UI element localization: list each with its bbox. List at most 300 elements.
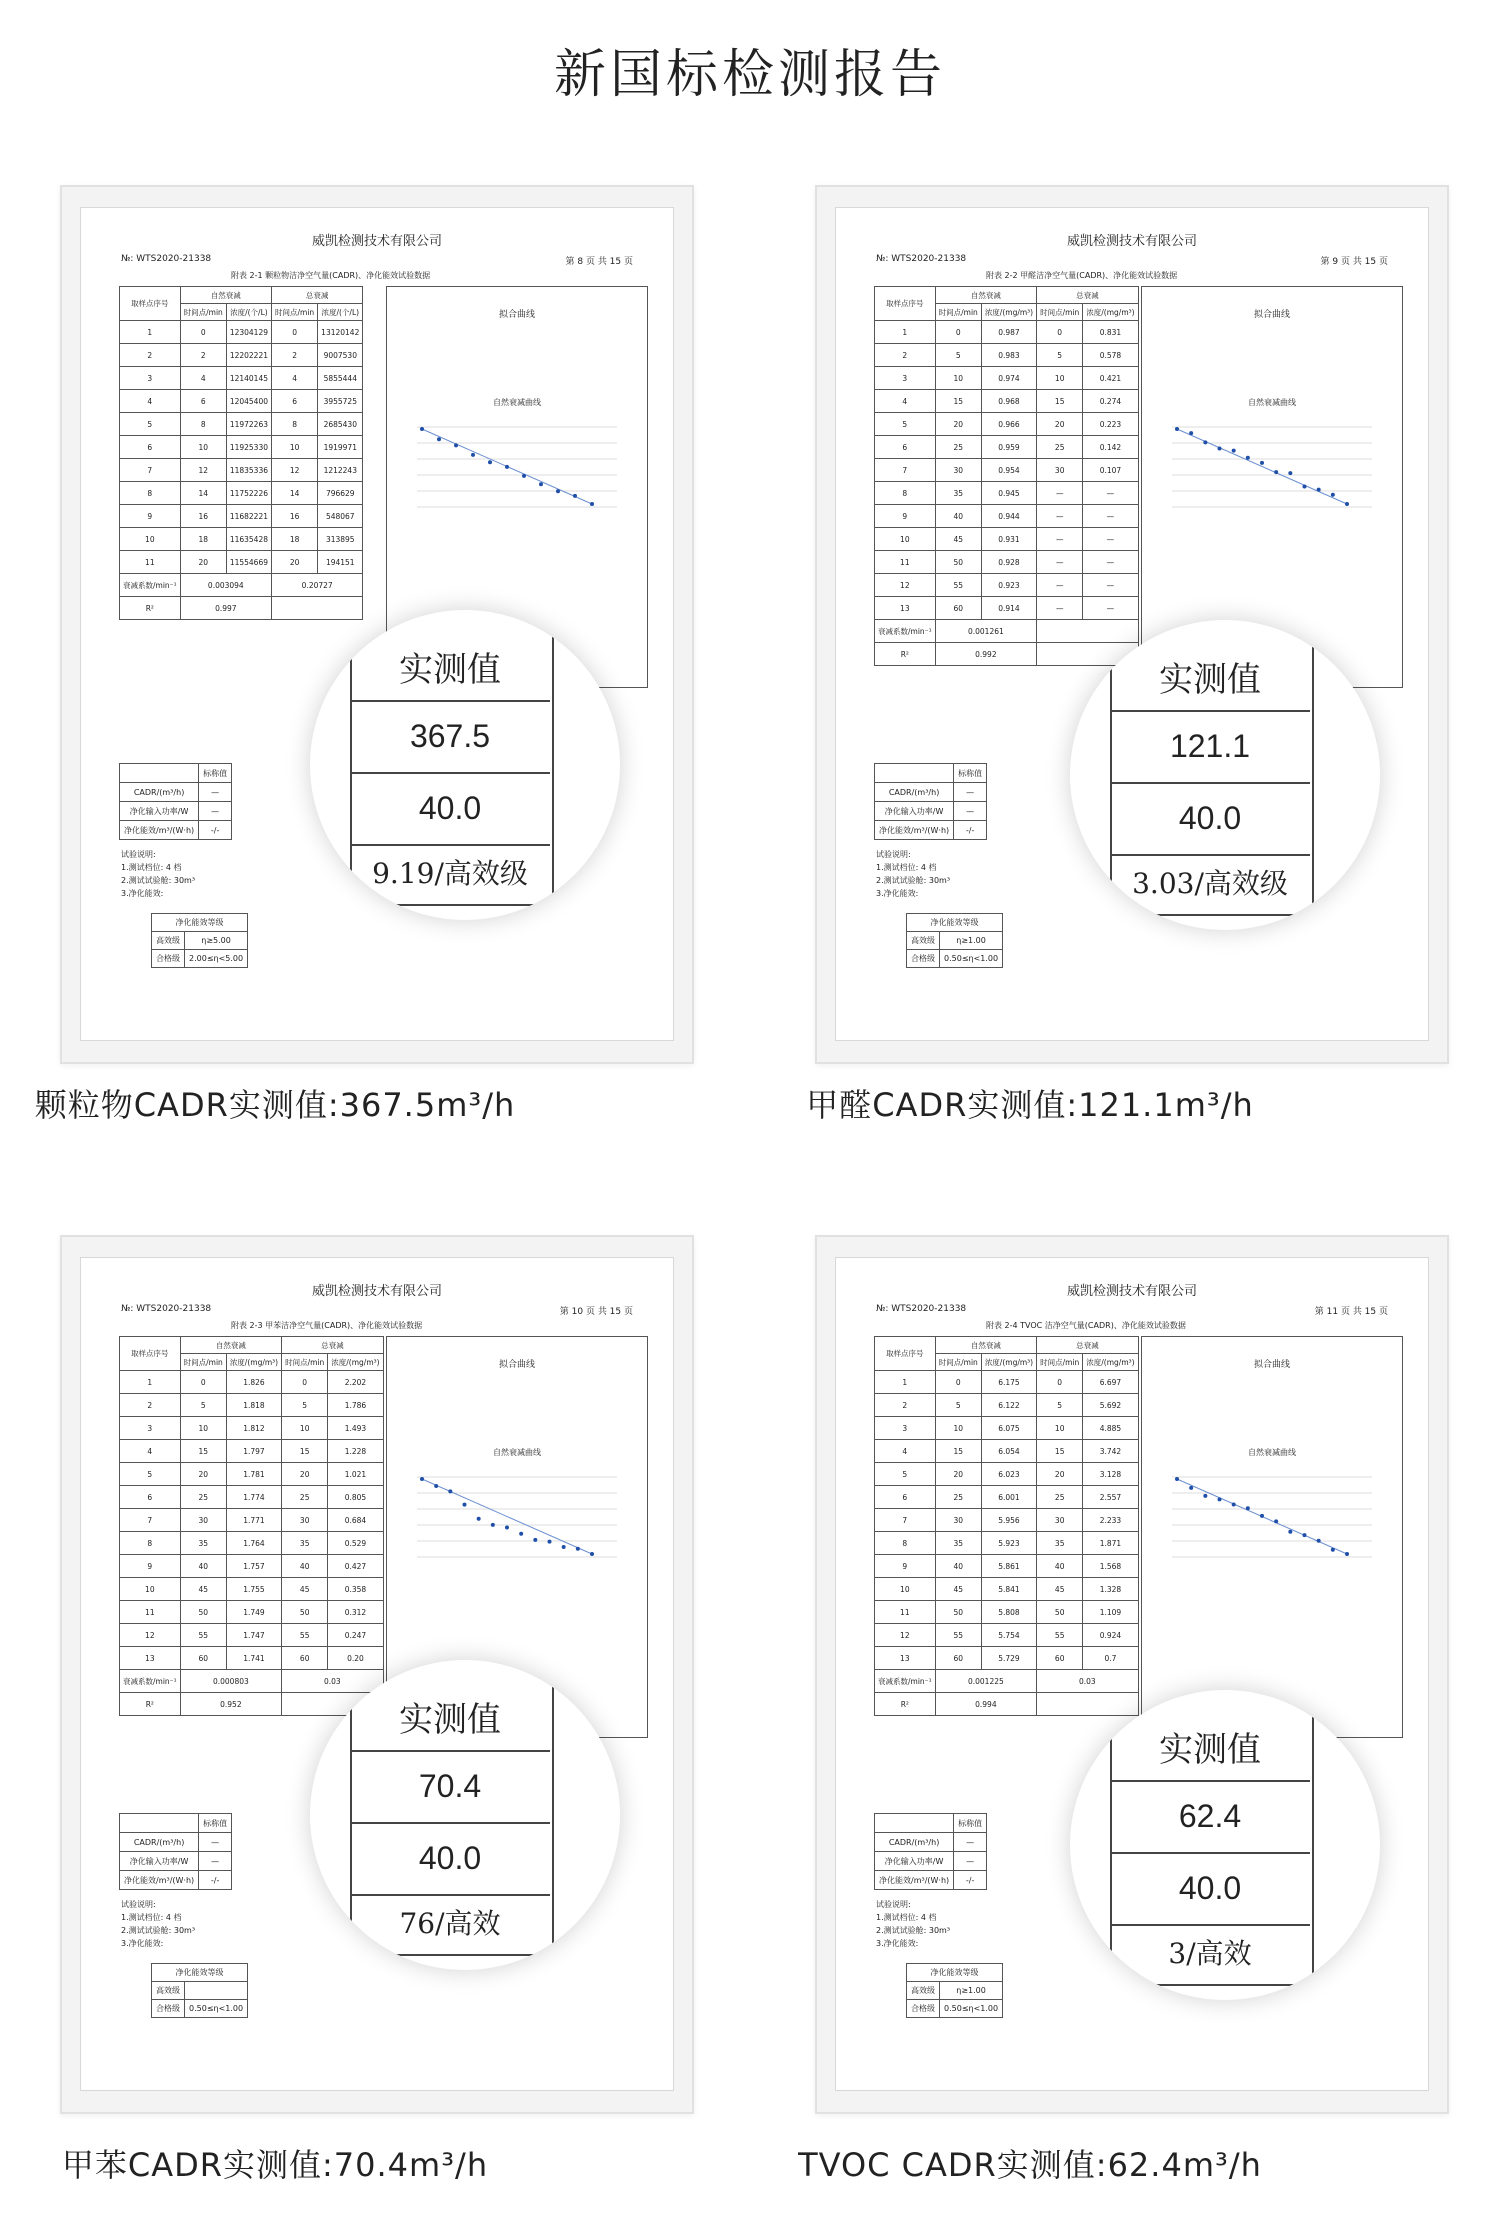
std-blank: [120, 764, 199, 783]
table-cell: 45: [180, 1578, 226, 1601]
table-row: [120, 783, 232, 802]
data-point: [548, 1540, 552, 1544]
magnified-power: 40.0: [1110, 1852, 1310, 1926]
report-number: №: WTS2020-21338: [876, 1304, 967, 1314]
table-row: [875, 505, 1139, 528]
table-cell: —: [1037, 528, 1083, 551]
note-line: 3.净化能效:: [121, 1939, 164, 1948]
company-name: 威凯检测技术有限公司: [311, 234, 442, 249]
data-point: [1288, 471, 1292, 475]
table-row: [875, 821, 987, 840]
table-row: [120, 1871, 232, 1890]
table-row: [875, 1578, 1139, 1601]
table-cell: 50: [935, 551, 981, 574]
table-cell: 3: [875, 367, 936, 390]
table-cell: 0.142: [1083, 436, 1138, 459]
data-point: [420, 427, 424, 431]
appendix-title: 附表 2-2 甲醛洁净空气量(CADR)、净化能效试验数据: [986, 271, 1178, 280]
grade-range: 0.50≤η<1.00: [940, 2000, 1003, 2018]
table-cell: 0.7: [1083, 1647, 1138, 1670]
table-cell: 12: [180, 459, 226, 482]
table-cell: 35: [180, 1532, 226, 1555]
table-cell: 10: [180, 436, 226, 459]
table-cell: 1.774: [226, 1486, 281, 1509]
table-cell: 8: [272, 413, 318, 436]
grade-range: 2.00≤η<5.00: [185, 950, 248, 968]
data-point: [1175, 1477, 1179, 1481]
table-cell: 0.924: [1083, 1624, 1138, 1647]
decay-total: 0.03: [282, 1670, 383, 1693]
data-point: [420, 1477, 424, 1481]
data-point: [590, 1552, 594, 1556]
table-cell: 11835336: [226, 459, 271, 482]
table-cell: 40: [1037, 1555, 1083, 1578]
table-row: [907, 950, 1003, 968]
table-row: [120, 344, 363, 367]
std-value: —: [954, 783, 987, 802]
table-cell: 5.841: [981, 1578, 1036, 1601]
data-point: [1260, 1514, 1264, 1518]
table-cell: 6: [120, 436, 181, 459]
chart-title: 自然衰减曲线: [1248, 398, 1296, 407]
col-time-header: 时间点/min: [272, 304, 318, 321]
table-cell: 6.075: [981, 1417, 1036, 1440]
table-cell: 0.968: [981, 390, 1036, 413]
table-row: [875, 1371, 1139, 1394]
table-cell: 13: [875, 1647, 936, 1670]
table-cell: 1.797: [226, 1440, 281, 1463]
table-cell: 60: [180, 1647, 226, 1670]
table-cell: —: [1083, 597, 1138, 620]
fit-line: [422, 1479, 592, 1554]
note-line: 2.测试试验舱: 30m³: [876, 1926, 951, 1935]
fit-curve-header: 拟合曲线: [1253, 1360, 1290, 1370]
data-point: [1274, 1519, 1278, 1523]
table-cell: 1.021: [328, 1463, 383, 1486]
table-cell: 1.109: [1083, 1601, 1138, 1624]
table-cell: 15: [180, 1440, 226, 1463]
grade-header: 净化能效等级: [907, 914, 1003, 932]
page-number: 第 11 页 共 15 页: [1314, 1307, 1388, 1317]
table-row: [120, 1555, 384, 1578]
note-line: 2.测试试验舱: 30m³: [121, 876, 196, 885]
fit-curve-header: 拟合曲线: [1253, 310, 1290, 320]
table-cell: 40: [282, 1555, 328, 1578]
table-cell: 1: [120, 1371, 181, 1394]
table-row: [875, 1463, 1139, 1486]
table-cell: 16: [180, 505, 226, 528]
table-cell: —: [1083, 528, 1138, 551]
table-cell: 5: [180, 1394, 226, 1417]
table-cell: 4: [120, 1440, 181, 1463]
table-cell: 5: [935, 344, 981, 367]
col-total-header: 总衰减: [1037, 1337, 1138, 1354]
table-cell: 0.983: [981, 344, 1036, 367]
table-cell: 6.122: [981, 1394, 1036, 1417]
table-cell: 25: [935, 1486, 981, 1509]
magnifier-lens: [1070, 1690, 1380, 2000]
table-cell: 55: [282, 1624, 328, 1647]
page-number: 第 8 页 共 15 页: [565, 257, 633, 267]
data-point: [448, 1489, 452, 1493]
table-cell: 11682221: [226, 505, 271, 528]
table-cell: 12: [272, 459, 318, 482]
data-point: [1203, 440, 1207, 444]
table-cell: 3: [120, 367, 181, 390]
table-cell: 18: [180, 528, 226, 551]
table-cell: 1: [875, 1371, 936, 1394]
data-point: [590, 502, 594, 506]
magnified-grade: 3/高效: [1110, 1924, 1310, 1986]
table-cell: 7: [875, 1509, 936, 1532]
table-row: [120, 436, 363, 459]
table-cell: 5.808: [981, 1601, 1036, 1624]
table-cell: 55: [935, 574, 981, 597]
col-conc-header: 浓度/(个/L): [318, 304, 363, 321]
table-cell: 11554669: [226, 551, 271, 574]
table-cell: 12202221: [226, 344, 271, 367]
magnified-power: 40.0: [350, 1822, 550, 1896]
table-cell: 8: [120, 482, 181, 505]
table-row: [120, 1486, 384, 1509]
std-value: —: [199, 1833, 232, 1852]
table-row: [120, 1647, 384, 1670]
table-cell: 11: [875, 551, 936, 574]
table-cell: 6.023: [981, 1463, 1036, 1486]
note-line: 试验说明:: [876, 850, 911, 859]
appendix-title: 附表 2-3 甲苯洁净空气量(CADR)、净化能效试验数据: [231, 1321, 423, 1330]
table-row: [907, 932, 1003, 950]
table-cell: 10: [875, 528, 936, 551]
table-cell: 1.757: [226, 1555, 281, 1578]
table-row: [120, 413, 363, 436]
natural-decay-chart: [407, 417, 627, 527]
table-cell: 20: [1037, 413, 1083, 436]
magnifier-lens: [310, 610, 620, 920]
col-conc-header: 浓度/(mg/m³): [1083, 304, 1138, 321]
fit-line: [1177, 429, 1347, 504]
std-label: 净化能效/m³/(W·h): [875, 821, 954, 840]
table-cell: 0.529: [328, 1532, 383, 1555]
grade-range: 0.50≤η<1.00: [940, 950, 1003, 968]
report-number: №: WTS2020-21338: [121, 254, 212, 264]
table-row: [120, 1417, 384, 1440]
data-point: [556, 489, 560, 493]
std-value: —: [199, 802, 232, 821]
note-line: 2.测试试验舱: 30m³: [121, 1926, 196, 1935]
table-cell: 45: [935, 528, 981, 551]
table-row: [120, 1578, 384, 1601]
table-cell: 0.928: [981, 551, 1036, 574]
table-cell: 1.568: [1083, 1555, 1138, 1578]
table-cell: 1212243: [318, 459, 363, 482]
grade-table: [151, 913, 248, 968]
std-label: 净化能效/m³/(W·h): [875, 1871, 954, 1890]
table-cell: 12: [875, 1624, 936, 1647]
table-cell: 0.966: [981, 413, 1036, 436]
table-row: [875, 1417, 1139, 1440]
table-row: [120, 1463, 384, 1486]
data-point: [477, 1517, 481, 1521]
col-seq-header: 取样点序号: [120, 1337, 181, 1371]
table-row: [120, 1371, 384, 1394]
table-cell: 30: [935, 1509, 981, 1532]
data-point: [471, 453, 475, 457]
data-point: [539, 482, 543, 486]
note-line: 1.测试档位: 4 档: [876, 1913, 937, 1922]
natural-decay-chart: [1162, 417, 1382, 527]
col-conc-header: 浓度/(mg/m³): [981, 1354, 1036, 1371]
natural-decay-chart: [407, 1467, 627, 1577]
table-cell: 30: [180, 1509, 226, 1532]
note-line: 试验说明:: [121, 1900, 156, 1909]
grade-header: 净化能效等级: [152, 914, 248, 932]
data-point: [1218, 447, 1222, 451]
data-point: [1331, 1548, 1335, 1552]
data-point: [1317, 1539, 1321, 1543]
table-row: [120, 551, 363, 574]
std-value: —: [199, 783, 232, 802]
table-row: [875, 344, 1139, 367]
table-cell: 11752226: [226, 482, 271, 505]
table-cell: 3: [120, 1417, 181, 1440]
test-notes: [121, 1898, 195, 1950]
table-cell: 1.755: [226, 1578, 281, 1601]
decay-label: 衰减系数/min⁻¹: [875, 620, 936, 643]
col-seq-header: 取样点序号: [120, 287, 181, 321]
table-cell: 30: [1037, 459, 1083, 482]
table-cell: 30: [935, 459, 981, 482]
table-cell: 0.247: [328, 1624, 383, 1647]
table-cell: 5: [120, 413, 181, 436]
table-cell: 25: [180, 1486, 226, 1509]
note-line: 试验说明:: [121, 850, 156, 859]
table-cell: 0.914: [981, 597, 1036, 620]
table-cell: 3955725: [318, 390, 363, 413]
decay-natural: 0.001261: [935, 620, 1036, 643]
note-line: 3.净化能效:: [876, 889, 919, 898]
table-row: [875, 597, 1139, 620]
data-point: [1345, 1552, 1349, 1556]
table-cell: 6.697: [1083, 1371, 1138, 1394]
table-row: [120, 1601, 384, 1624]
decay-total: 0.20727: [272, 574, 363, 597]
table-cell: 5: [1037, 344, 1083, 367]
table-cell: 60: [935, 597, 981, 620]
grade-range: η≥1.00: [940, 1982, 1003, 2000]
table-cell: 2.233: [1083, 1509, 1138, 1532]
std-value: -/-: [199, 821, 232, 840]
table-cell: 0.931: [981, 528, 1036, 551]
standard-table: [874, 763, 987, 840]
col-time-header: 时间点/min: [1037, 1354, 1083, 1371]
table-cell: 6: [120, 1486, 181, 1509]
std-blank: [120, 1814, 199, 1833]
table-cell: 9007530: [318, 344, 363, 367]
table-cell: 40: [180, 1555, 226, 1578]
note-line: 2.测试试验舱: 30m³: [876, 876, 951, 885]
magnifier-lens: [310, 1660, 620, 1970]
natural-decay-chart: [1162, 1467, 1382, 1577]
table-cell: 1: [120, 321, 181, 344]
std-header: 标称值: [199, 1814, 232, 1833]
table-cell: 16: [272, 505, 318, 528]
table-row: [152, 2000, 248, 2018]
table-cell: 35: [282, 1532, 328, 1555]
table-cell: 20: [180, 551, 226, 574]
table-cell: 2: [180, 344, 226, 367]
table-cell: 0.312: [328, 1601, 383, 1624]
col-time-header: 时间点/min: [935, 304, 981, 321]
magnified-header: 实测值: [1110, 1720, 1310, 1782]
magnifier-lens: [1070, 620, 1380, 930]
note-line: 3.净化能效:: [876, 1939, 919, 1948]
table-cell: 1.749: [226, 1601, 281, 1624]
std-label: CADR/(m³/h): [875, 783, 954, 802]
table-cell: 10: [935, 367, 981, 390]
std-value: —: [954, 1833, 987, 1852]
appendix-title: 附表 2-4 TVOC 洁净空气量(CADR)、净化能效试验数据: [986, 1321, 1186, 1330]
table-cell: 9: [875, 1555, 936, 1578]
table-cell: 5.729: [981, 1647, 1036, 1670]
table-row: [875, 1394, 1139, 1417]
table-row: [875, 1440, 1139, 1463]
table-cell: 1.493: [328, 1417, 383, 1440]
table-row: [120, 1624, 384, 1647]
std-value: -/-: [954, 821, 987, 840]
data-point: [1288, 1530, 1292, 1534]
std-header: 标称值: [199, 764, 232, 783]
data-point: [1246, 1506, 1250, 1510]
magnified-grade: 76/高效: [350, 1894, 550, 1956]
table-cell: 2: [272, 344, 318, 367]
test-data-table: [119, 1336, 384, 1716]
magnified-cadr: 70.4: [350, 1750, 550, 1824]
data-point: [454, 443, 458, 447]
grade-label: 高效级: [907, 932, 940, 950]
data-point: [505, 465, 509, 469]
table-cell: —: [1083, 551, 1138, 574]
r2-natural: 0.952: [180, 1693, 281, 1716]
table-cell: 25: [1037, 436, 1083, 459]
table-cell: 30: [1037, 1509, 1083, 1532]
table-cell: 12304129: [226, 321, 271, 344]
table-cell: 0.959: [981, 436, 1036, 459]
table-cell: 35: [935, 482, 981, 505]
decay-row: [120, 574, 363, 597]
table-cell: 1919971: [318, 436, 363, 459]
table-cell: 2: [120, 1394, 181, 1417]
note-line: 1.测试档位: 4 档: [876, 863, 937, 872]
col-natural-header: 自然衰减: [935, 1337, 1036, 1354]
magnified-cadr: 121.1: [1110, 710, 1310, 784]
table-cell: 2.202: [328, 1371, 383, 1394]
table-cell: 2685430: [318, 413, 363, 436]
report-caption: 甲醛CADR实测值:121.1m³/h: [806, 1086, 1254, 1124]
table-cell: 5.956: [981, 1509, 1036, 1532]
table-cell: 30: [282, 1509, 328, 1532]
table-cell: 55: [180, 1624, 226, 1647]
data-point: [434, 1484, 438, 1488]
table-row: [875, 482, 1139, 505]
table-row: [120, 459, 363, 482]
table-cell: 14: [180, 482, 226, 505]
table-cell: 10: [1037, 367, 1083, 390]
table-cell: 35: [1037, 1532, 1083, 1555]
fit-curve-header: 拟合曲线: [498, 1360, 535, 1370]
grade-label: 合格级: [152, 950, 185, 968]
table-cell: 15: [1037, 390, 1083, 413]
std-label: CADR/(m³/h): [875, 1833, 954, 1852]
page-number: 第 9 页 共 15 页: [1320, 257, 1388, 267]
report-caption: TVOC CADR实测值:62.4m³/h: [798, 2146, 1262, 2184]
std-value: —: [954, 802, 987, 821]
table-cell: 4: [272, 367, 318, 390]
table-row: [875, 390, 1139, 413]
r2-label: R²: [875, 643, 936, 666]
table-cell: 0: [935, 321, 981, 344]
table-cell: 6: [272, 390, 318, 413]
fit-curve-box: [1141, 1336, 1403, 1738]
table-row: [875, 783, 987, 802]
table-cell: 0.421: [1083, 367, 1138, 390]
company-name: 威凯检测技术有限公司: [1066, 1284, 1197, 1299]
chart-title: 自然衰减曲线: [493, 1448, 541, 1457]
standard-table: [119, 1813, 232, 1890]
table-cell: 10: [180, 1417, 226, 1440]
report-caption: 甲苯CADR实测值:70.4m³/h: [61, 2146, 489, 2184]
table-row: [120, 505, 363, 528]
table-row: [120, 1509, 384, 1532]
table-cell: 7: [875, 459, 936, 482]
table-cell: 55: [1037, 1624, 1083, 1647]
table-cell: 2: [875, 1394, 936, 1417]
table-cell: —: [1083, 574, 1138, 597]
std-value: -/-: [954, 1871, 987, 1890]
table-row: [120, 1852, 232, 1871]
table-cell: 1.786: [328, 1394, 383, 1417]
table-row: [120, 1394, 384, 1417]
table-cell: 9: [875, 505, 936, 528]
table-cell: 0.987: [981, 321, 1036, 344]
table-cell: 20: [935, 1463, 981, 1486]
table-cell: 5.861: [981, 1555, 1036, 1578]
r2-row: [875, 1693, 1139, 1716]
data-point: [491, 1523, 495, 1527]
data-point: [1189, 431, 1193, 435]
table-cell: 55: [935, 1624, 981, 1647]
table-cell: 40: [935, 505, 981, 528]
col-natural-header: 自然衰减: [935, 287, 1036, 304]
table-cell: 50: [282, 1601, 328, 1624]
r2-natural: 0.994: [935, 1693, 1036, 1716]
data-point: [1331, 493, 1335, 497]
table-row: [875, 436, 1139, 459]
note-line: 3.净化能效:: [121, 889, 164, 898]
decay-row: [875, 620, 1139, 643]
data-point: [533, 1538, 537, 1542]
col-time-header: 时间点/min: [180, 1354, 226, 1371]
grade-table: [151, 1963, 248, 2018]
std-label: CADR/(m³/h): [120, 1833, 199, 1852]
table-row: [120, 1532, 384, 1555]
table-cell: 3.128: [1083, 1463, 1138, 1486]
std-label: 净化输入功率/W: [120, 802, 199, 821]
table-cell: 4: [120, 390, 181, 413]
data-point: [505, 1526, 509, 1530]
table-cell: 13120142: [318, 321, 363, 344]
col-seq-header: 取样点序号: [875, 287, 936, 321]
